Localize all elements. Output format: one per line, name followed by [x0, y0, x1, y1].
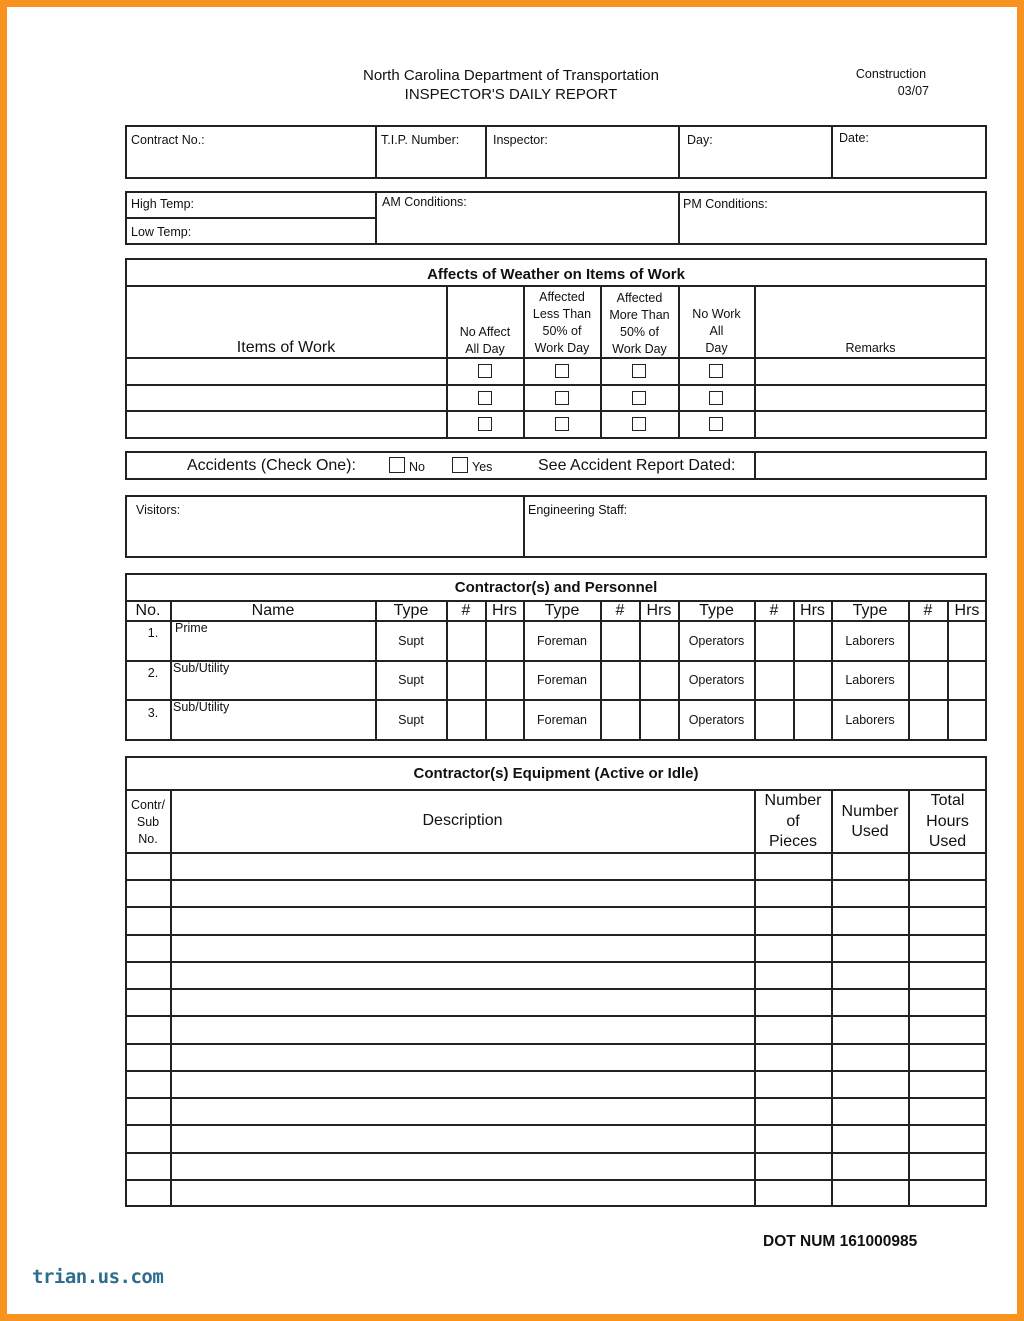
items-of-work-header: Items of Work [236, 339, 336, 356]
foreman-label: Foreman [536, 713, 588, 727]
contract-no-field[interactable]: Contract No.: [131, 133, 205, 147]
foreman-hrs-header: Hrs [646, 602, 672, 619]
high-temp-field[interactable]: High Temp: [131, 197, 194, 211]
operators-label: Operators [688, 673, 745, 687]
foreman-num-header: # [615, 602, 625, 619]
accident-yes-label: Yes [472, 460, 493, 474]
low-temp-field[interactable]: Low Temp: [131, 225, 192, 239]
am-conditions-field[interactable]: AM Conditions: [382, 195, 467, 209]
pm-conditions-field[interactable]: PM Conditions: [683, 197, 768, 211]
supt-hrs-header: Hrs [492, 602, 517, 619]
inspector-field[interactable]: Inspector: [493, 133, 548, 147]
accident-yes-checkbox[interactable] [452, 457, 468, 473]
personnel-row-name[interactable]: Sub/Utility [173, 661, 230, 675]
engineering-staff-field[interactable]: Engineering Staff: [528, 503, 628, 517]
supt-label: Supt [398, 634, 424, 648]
personnel-row-number: 2. [147, 666, 159, 680]
less-than-header: Affected Less Than 50% of Work Day [532, 290, 592, 355]
equipment-row-line [125, 906, 987, 908]
date-field[interactable]: Date: [839, 131, 869, 145]
equipment-title: Contractor(s) Equipment (Active or Idle) [413, 765, 699, 782]
checkbox-more-than-row2[interactable] [632, 391, 646, 405]
checkbox-more-than-row3[interactable] [632, 417, 646, 431]
checkbox-no-affect-row2[interactable] [478, 391, 492, 405]
equipment-row-line [125, 1124, 987, 1126]
checkbox-less-than-row2[interactable] [555, 391, 569, 405]
no-affect-header: No Affect All Day [459, 325, 511, 356]
equipment-row-line [125, 934, 987, 936]
equipment-row-line [125, 1152, 987, 1154]
tip-number-field[interactable]: T.I.P. Number: [381, 133, 460, 147]
watermark: trian.us.com [32, 1266, 164, 1288]
checkbox-no-work-row3[interactable] [709, 417, 723, 431]
agency-name: North Carolina Department of Transportation [363, 67, 659, 84]
personnel-row-name[interactable]: Prime [175, 621, 208, 635]
operators-label: Operators [688, 634, 745, 648]
supt-label: Supt [398, 673, 424, 687]
operators-num-header: # [769, 602, 779, 619]
checkbox-less-than-row1[interactable] [555, 364, 569, 378]
laborers-num-header: # [923, 602, 933, 619]
equipment-row-line [125, 988, 987, 990]
laborers-type-header: Type [852, 602, 888, 619]
contr-sub-header: Contr/ Sub No. [130, 798, 166, 846]
personnel-name-header: Name [251, 602, 295, 619]
supt-label: Supt [398, 713, 424, 727]
operators-label: Operators [688, 713, 745, 727]
accident-no-label: No [409, 460, 425, 474]
supt-type-header: Type [393, 602, 429, 619]
form-type: Construction [855, 67, 927, 81]
personnel-row-name[interactable]: Sub/Utility [173, 700, 230, 714]
form-info [840, 66, 942, 100]
checkbox-no-work-row1[interactable] [709, 364, 723, 378]
supt-num-header: # [461, 602, 471, 619]
remarks-header: Remarks [845, 341, 896, 355]
form-version: 03/07 [897, 84, 929, 98]
total-hours-header: Total Hours Used [926, 792, 969, 850]
accidents-label: Accidents (Check One): [187, 457, 356, 474]
laborers-label: Laborers [845, 713, 895, 727]
laborers-label: Laborers [845, 634, 895, 648]
personnel-row-number: 3. [147, 706, 159, 720]
laborers-label: Laborers [845, 673, 895, 687]
operators-type-header: Type [699, 602, 734, 619]
page-header [300, 66, 722, 104]
equipment-row-line [125, 1015, 987, 1017]
checkbox-no-affect-row1[interactable] [478, 364, 492, 378]
laborers-hrs-header: Hrs [954, 602, 980, 619]
equipment-row-line [125, 1070, 987, 1072]
equipment-row-line [125, 1043, 987, 1045]
equipment-row-line [125, 961, 987, 963]
personnel-row-number: 1. [147, 626, 159, 640]
description-header: Description [422, 812, 503, 829]
checkbox-more-than-row1[interactable] [632, 364, 646, 378]
number-of-pieces-header: Number of Pieces [764, 792, 822, 850]
day-field[interactable]: Day: [687, 133, 713, 147]
equipment-row-line [125, 1179, 987, 1181]
more-than-header: Affected More Than 50% of Work Day [609, 291, 670, 356]
no-work-header: No Work All Day [692, 307, 741, 355]
weather-affects-title: Affects of Weather on Items of Work [427, 266, 685, 283]
operators-hrs-header: Hrs [800, 602, 825, 619]
checkbox-no-affect-row3[interactable] [478, 417, 492, 431]
accident-no-checkbox[interactable] [389, 457, 405, 473]
personnel-no-header: No. [135, 602, 161, 619]
visitors-field[interactable]: Visitors: [136, 503, 181, 517]
number-used-header: Number Used [841, 803, 899, 840]
checkbox-no-work-row2[interactable] [709, 391, 723, 405]
accident-report-dated-label: See Accident Report Dated: [538, 457, 736, 474]
foreman-type-header: Type [544, 602, 580, 619]
foreman-label: Foreman [536, 634, 588, 648]
report-title: INSPECTOR'S DAILY REPORT [404, 86, 618, 103]
equipment-row-line [125, 879, 987, 881]
dot-num: DOT NUM 161000985 [763, 1233, 918, 1250]
personnel-title: Contractor(s) and Personnel [454, 579, 658, 596]
equipment-row-line [125, 1097, 987, 1099]
foreman-label: Foreman [536, 673, 588, 687]
checkbox-less-than-row3[interactable] [555, 417, 569, 431]
